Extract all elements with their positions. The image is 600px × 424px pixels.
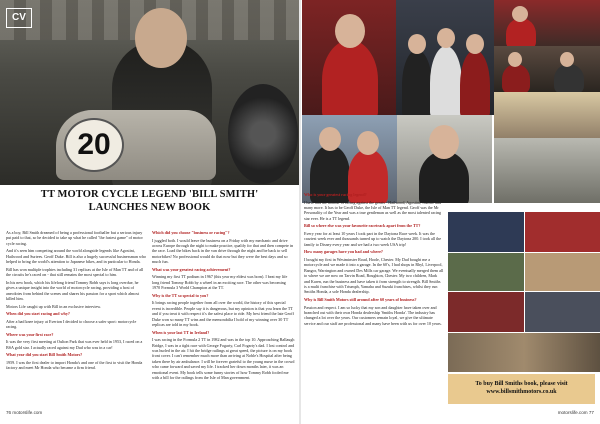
- photo-man-red-shirt: [302, 0, 396, 115]
- grid-photo-2: [525, 212, 600, 252]
- col1-para: As a boy, Bill Smith dreamed of being a professional footballer but a serious injury put paid to that, so he decided to take up what he called "the fastest game" of motor cycle racing.: [6, 230, 143, 246]
- col2-question: Which did you choose "business or racing"?: [152, 230, 230, 235]
- photo-group-event: [396, 0, 494, 115]
- article-headline: [0, 186, 299, 226]
- col2-para: I was racing in the Formula 2 TT in 1982 and was in the top 10. Approaching Ballaugh Bridge, I was in a tight race with George Fogarty, Carl Fogarty's dad. I lost control and was hurled in the air. I hit the bridge railings at great speed, the picture is on my book front cover. I can't remember much more than arriving at Noble's Hospital after being taken there by air ambulance. I will be forever grateful to the young nurse in the crowd who came forward and saved my life. I tracked her down months later, it was an emotional event. My book tells some funny stories of how Tommy Robb fooled me with a bill for the railings from the Isle of Man government.: [152, 337, 295, 381]
- col3-question: Bill so where else was your favourite racetrack apart from the TT?: [304, 223, 421, 229]
- col1-para: 1959. I was the first dealer to import Honda's and one of the first to visit the Honda factory and meet Mr Honda who became a firm friend.: [6, 360, 143, 371]
- grid-photo-1: [448, 212, 524, 252]
- page-number-left: 76 motorslife.com: [6, 410, 43, 415]
- grid-photo-5: [448, 292, 524, 332]
- article-column-2: [152, 230, 295, 383]
- photo-man-bald: [397, 115, 492, 203]
- grid-photo-4: [525, 253, 600, 291]
- article-column-3: [304, 192, 444, 328]
- col3-para: I have had the honour of racing against the greats - Hailwood, Agostini, Sheene and many more. It has to be Geoff Duke, the Isle of Man TT legend. Geoff was the Mr Personality of the Year and was a true gentleman as well as the most talented racing star ever. He is a TT legend.: [304, 199, 442, 221]
- grid-photo-6: [525, 292, 600, 332]
- col2-para: It brings racing people together from all over the world, the history of this special event is incredible. People say it is dangerous, but my opinion is that you learn the TT and if you treat it with respect it's the safest place to ride. My best friend the late Geoff Duke won so many TT wins and the memorabilia I hold of my winning over 30 TT replicas are told in my book.: [152, 300, 294, 328]
- col3-question: Who is your greatest racing legend?: [304, 192, 367, 197]
- photo-grid: [448, 212, 600, 372]
- col1-para: And it's seen him competing around the world alongside legends like Agostini, Hailwood and Surtees. Geoff Duke. Bill is also a hugely successful businessman who helped to bring the world's attention to Japanese bikes, and in particular to Honda.: [6, 248, 146, 265]
- photo-small-man-seated: [494, 0, 600, 46]
- col2-question: What was your greatest racing achievement?: [152, 266, 231, 272]
- rear-tire: [228, 84, 298, 184]
- magazine-logo-icon: CV: [6, 8, 32, 28]
- race-number-plate: 20: [64, 118, 124, 172]
- col2-para: I juggled both. I would leave the business on a Friday with my mechanic and drive across Europe through the night to make practice, qualify for that and then compete in the race. Load the bikes back in the van drive through the night and be back to sell motorbikes! No professional would do that now but they were the best days and so much fun.: [152, 237, 294, 265]
- photo-small-showroom: [494, 92, 600, 138]
- col1-question: Where was your first race?: [6, 331, 54, 337]
- book-purchase-box: [448, 374, 595, 404]
- col2-para: Winning my first TT podium in 1967 (this year my eldest was born). I beat my life long friend Tommy Robb by a wheel in an exciting race. The other was becoming 1970 Formula 3 World Champion at the TT.: [152, 274, 288, 291]
- photo-small-men-seated: [494, 46, 600, 92]
- col1-para: Motors Life caught up with Bill in an exclusive interview.: [6, 303, 102, 309]
- col1-para: In his new book, which his lifelong friend Tommy Robb says is long overdue, he gives a unique insight into the world of motorcycle racing, providing a host of anecdotes from behind the scenes and shares his passion for a sport which almost killed him.: [6, 279, 140, 302]
- col1-para: It was the very first meeting at Oulton Park that was ever held in 1953, I raced on a BSA gold star. I actually raced against my Dad who was in a car!: [6, 339, 143, 350]
- col3-para: Every year for at least 10 years I took part in the Daytona Race week. It was the craziest week ever and thousands turned up to watch the Daytona 200. I took all the family to Disney every year and we had a two week USA trip!: [304, 231, 442, 247]
- col1-para: After a bad knee injury at Everton I decided to choose a safer sport: motorcycle racing.: [6, 318, 137, 330]
- ad-line-1: To buy Bill Smiths book, please visit: [475, 381, 568, 387]
- rider-head: [135, 8, 187, 68]
- col1-para: Bill has won multiple trophies including 31 replicas at the Isle of Man TT and of all the circuits he's raced on - that still remains the most special to him.: [6, 266, 144, 278]
- col3-para: Passion and respect. I am so lucky that my son and daughter have taken over and branched out with their own Honda dealership 'Smiths Honda'. The industry has changed a lot over the years. Our customers remain loyal, we give the ultimate service and our staff are professional and many have been with us for over 10 years.: [304, 304, 442, 326]
- col1-question: When did you start racing and why?: [6, 311, 70, 317]
- col3-para: I bought my first in Westminster Road, Hoole, Chester. My Dad bought me a motorcycle and we made it into a garage. In the 60's, I had shops in Rhyl, Liverpool, Bangor, Warrington and owned Des Mills car garage. We eventually merged them all to where we are now on Tarvin Road, Boughton, Chester. My two children, Mark and Karen, run the business and have taken it from strength to strength. Bill Smiths is a multi franchise with Triumph, Yamaha and Suzuki franchises, whilst they run Smiths Honda, a sole Honda dealership.: [304, 257, 444, 295]
- col2-question: Why is the TT so special to you?: [152, 292, 209, 298]
- photo-bw-race: [494, 138, 600, 203]
- page-gutter: [299, 0, 301, 424]
- headline-line-2: LAUNCHES NEW BOOK: [88, 201, 211, 213]
- col3-question: Why is Bill Smith Motors still around after 60 years of business?: [304, 297, 417, 303]
- ad-website-link[interactable]: www.billsmithmotors.co.uk: [486, 389, 557, 395]
- photo-couple: [302, 115, 397, 203]
- col2-question: When is your last TT in Ireland?: [152, 329, 210, 335]
- main-racing-photo: [0, 0, 299, 185]
- col3-question: How many garages have you had and where?: [304, 249, 383, 255]
- grid-photo-3: [448, 253, 524, 291]
- page-number-right: motorslife.com 77: [557, 410, 594, 415]
- grid-photo-7: [448, 333, 600, 372]
- col1-question: What year did you start Bill Smith Motors?: [6, 352, 83, 358]
- headline-line-1: TT MOTOR CYCLE LEGEND 'BILL SMITH': [40, 189, 259, 200]
- article-column-1: [6, 230, 146, 373]
